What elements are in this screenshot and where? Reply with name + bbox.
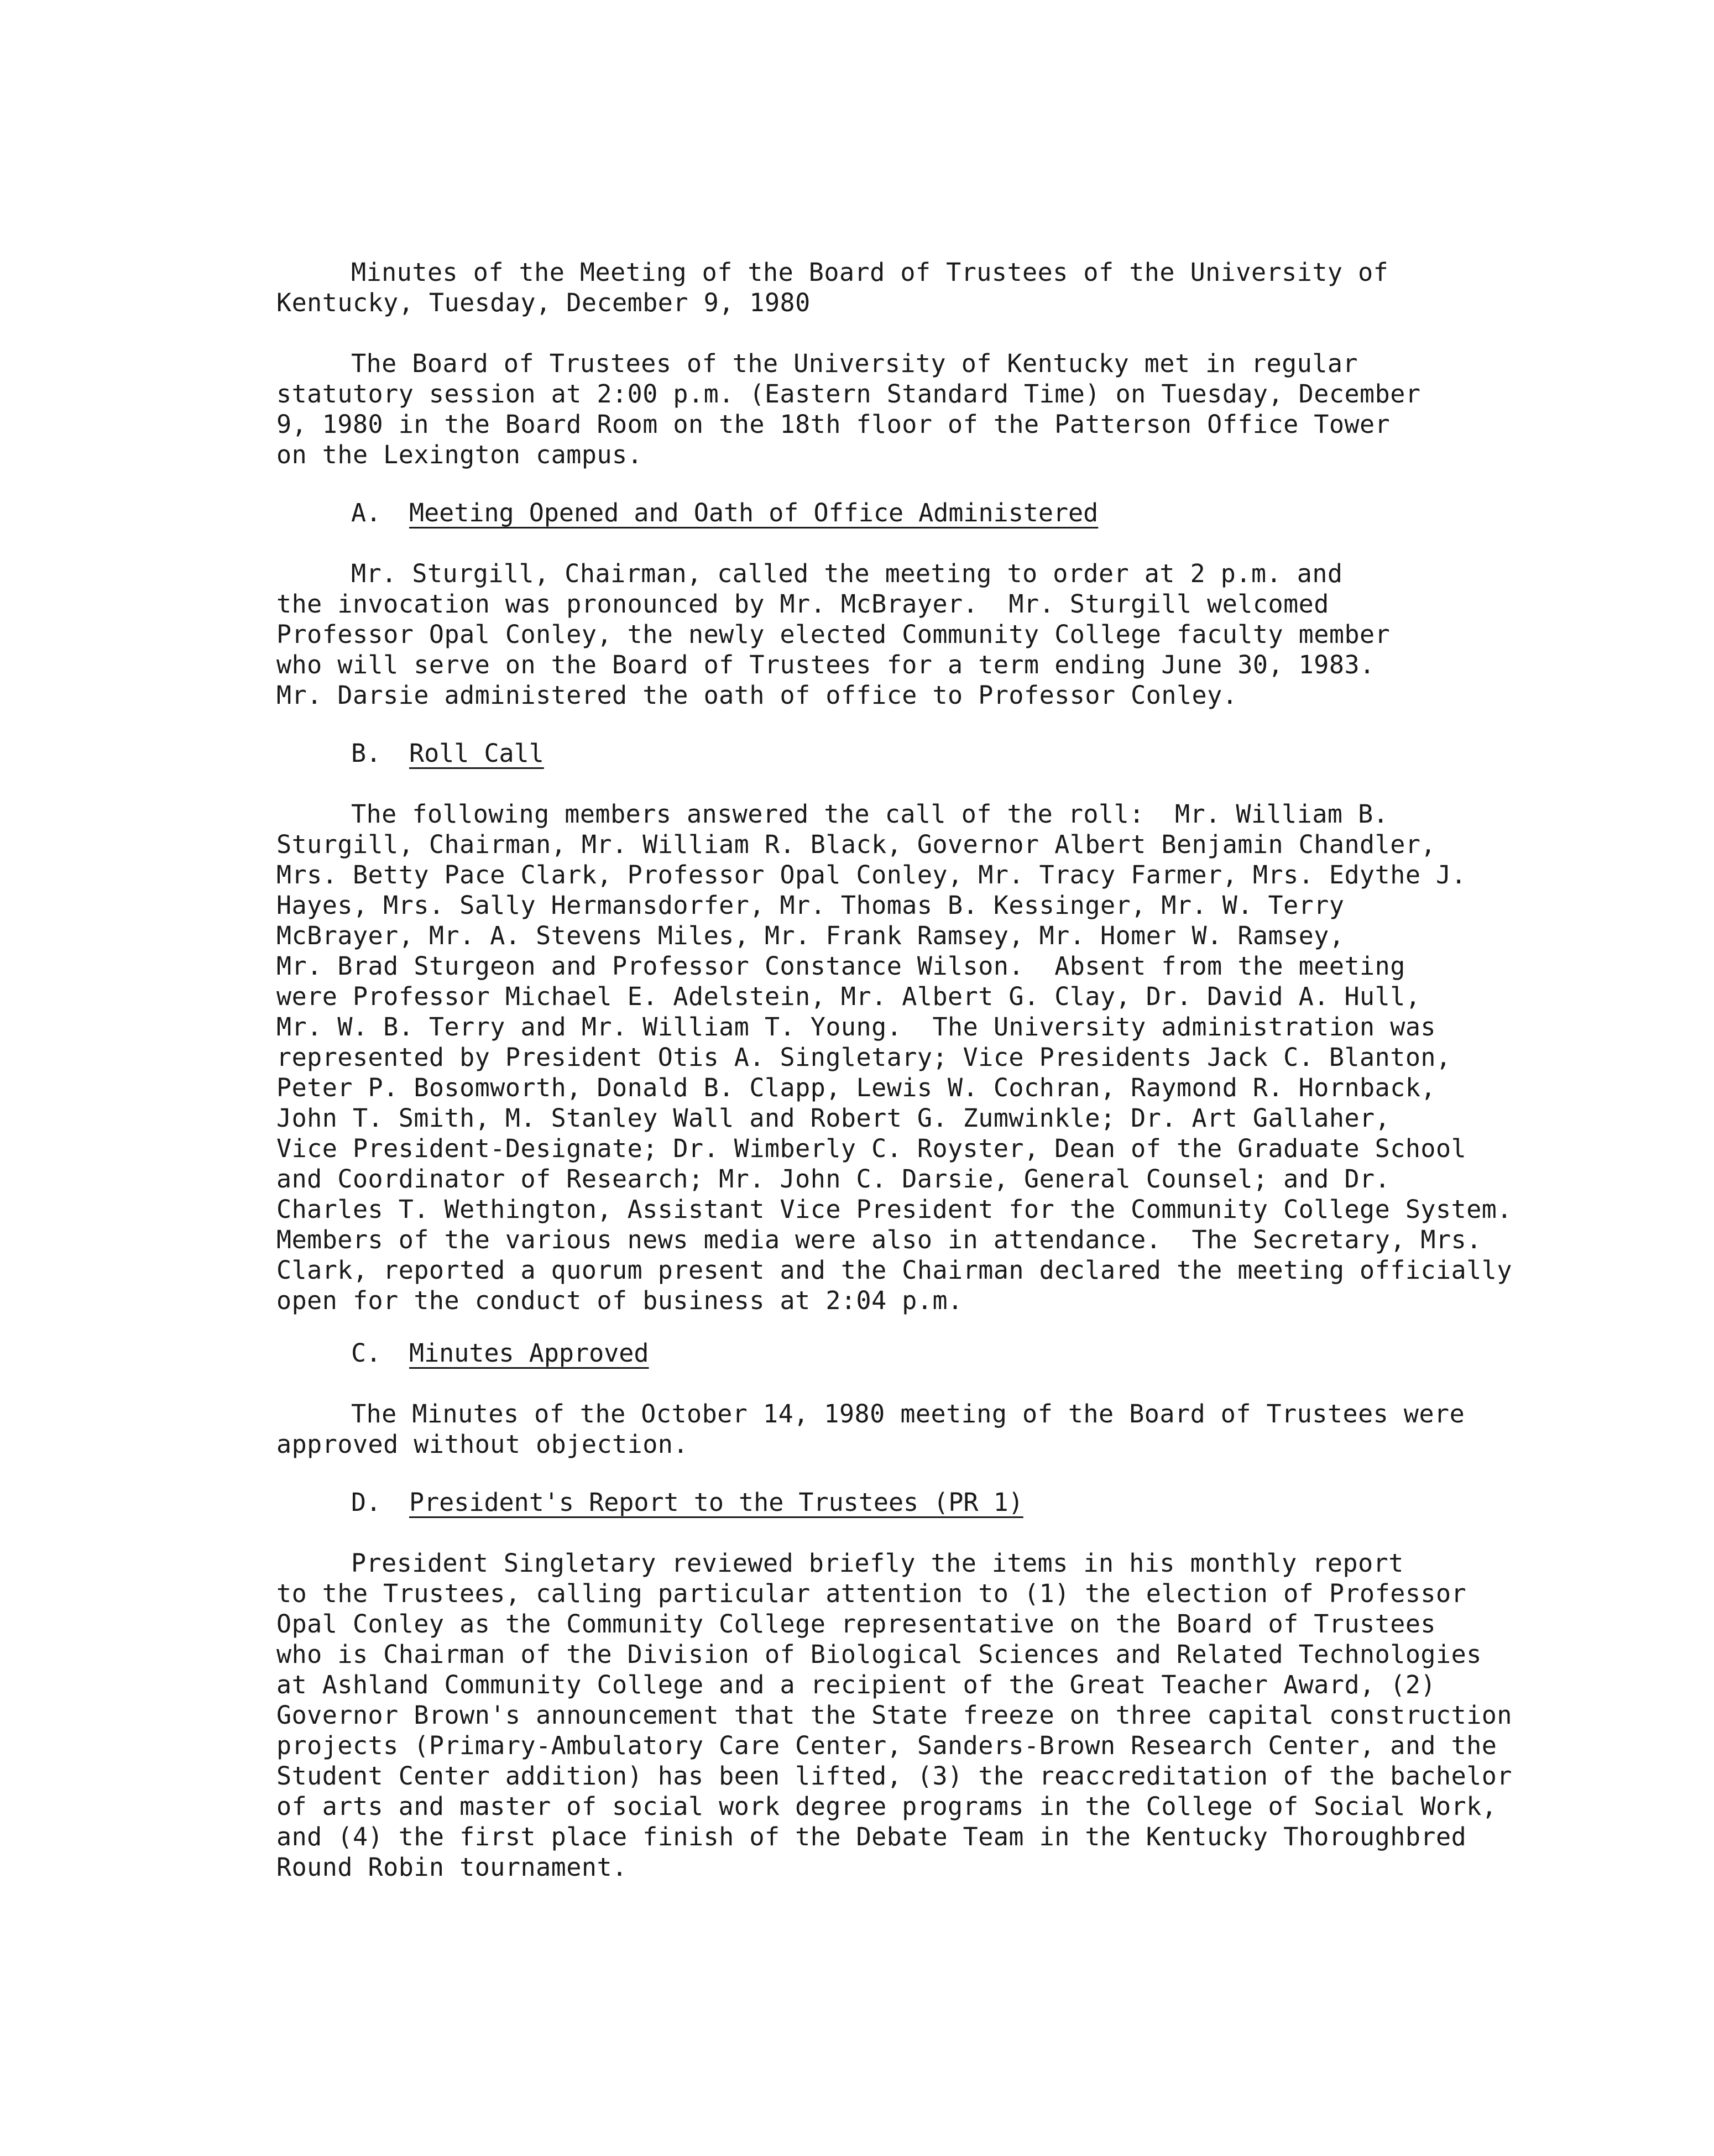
section-d-line: Round Robin tournament. [276,1853,628,1882]
section-a-line: Mr. Darsie administered the oath of office to Professor Conley. [276,681,1238,710]
intro-line: statutory session at 2:00 p.m. (Eastern Standard Time) on Tuesday, December [276,379,1421,409]
section-d-heading: President's Report to the Trustees (PR 1) [409,1488,1023,1517]
section-b-line: Hayes, Mrs. Sally Hermansdorfer, Mr. Thomas B. Kessinger, Mr. W. Terry [276,891,1345,920]
section-a-heading: Meeting Opened and Oath of Office Administered [409,498,1099,527]
section-a-line: Mr. Sturgill, Chairman, called the meeting to order at 2 p.m. and [351,559,1343,588]
section-c-line: approved without objection. [276,1430,688,1459]
section-d-line: who is Chairman of the Division of Biological Sciences and Related Technologies [276,1640,1482,1669]
section-c-letter: C. [351,1338,382,1368]
section-b-line: were Professor Michael E. Adelstein, Mr. Albert G. Clay, Dr. David A. Hull, [276,982,1421,1011]
section-d-line: President Singletary reviewed briefly the items in his monthly report [351,1548,1404,1578]
section-a-line: the invocation was pronounced by Mr. McBrayer. Mr. Sturgill welcomed [276,589,1329,619]
section-b-line: Peter P. Bosomworth, Donald B. Clapp, Lewis W. Cochran, Raymond R. Hornback, [276,1073,1436,1102]
section-b-line: McBrayer, Mr. A. Stevens Miles, Mr. Frank Ramsey, Mr. Homer W. Ramsey, [276,921,1345,950]
section-b-line: Mr. W. B. Terry and Mr. William T. Young. The University administration was [276,1012,1436,1042]
section-d-line: and (4) the first place finish of the Debate Team in the Kentucky Thoroughbred [276,1822,1467,1851]
section-b-line: represented by President Otis A. Singletary; Vice Presidents Jack C. Blanton, [276,1043,1451,1072]
section-b-heading: Roll Call [409,739,544,768]
section-d-line: Governor Brown's announcement that the State freeze on three capital construction [276,1700,1512,1730]
section-b-line: and Coordinator of Research; Mr. John C. Darsie, General Counsel; and Dr. [276,1164,1391,1194]
document-title-line-2: Kentucky, Tuesday, December 9, 1980 [276,288,811,317]
intro-line: The Board of Trustees of the University of Kentucky met in regular [351,349,1358,378]
section-b-line: Charles T. Wethington, Assistant Vice President for the Community College System. [276,1195,1512,1224]
section-d-line: to the Trustees, calling particular attention to (1) the election of Professor [276,1579,1467,1608]
section-b-line: Vice President-Designate; Dr. Wimberly C. Royster, Dean of the Graduate School [276,1134,1467,1163]
section-a-line: who will serve on the Board of Trustees for a term ending June 30, 1983. [276,650,1375,679]
section-b-line: Mrs. Betty Pace Clark, Professor Opal Conley, Mr. Tracy Farmer, Mrs. Edythe J. [276,860,1467,889]
section-d-letter: D. [351,1488,382,1517]
section-d-line: Opal Conley as the Community College representative on the Board of Trustees [276,1609,1436,1639]
section-c-heading: Minutes Approved [409,1338,649,1368]
document-title-line-1: Minutes of the Meeting of the Board of Trustees of the University of [351,258,1389,287]
section-b-line: Mr. Brad Sturgeon and Professor Constance Wilson. Absent from the meeting [276,951,1405,981]
section-b-line: open for the conduct of business at 2:04 p.m. [276,1286,963,1315]
section-b-letter: B. [351,739,382,768]
intro-line: 9, 1980 in the Board Room on the 18th floor of the Patterson Office Tower [276,410,1391,439]
section-b-line: The following members answered the call of the roll: Mr. William B. [351,799,1389,829]
section-a-line: Professor Opal Conley, the newly elected Community College faculty member [276,620,1391,649]
section-b-line: John T. Smith, M. Stanley Wall and Robert G. Zumwinkle; Dr. Art Gallaher, [276,1103,1391,1133]
section-b-line: Members of the various news media were also in attendance. The Secretary, Mrs. [276,1225,1482,1254]
section-b-line: Sturgill, Chairman, Mr. William R. Black, Governor Albert Benjamin Chandler, [276,830,1436,859]
intro-line: on the Lexington campus. [276,440,643,469]
section-d-line: at Ashland Community College and a recipient of the Great Teacher Award, (2) [276,1670,1436,1699]
section-a-letter: A. [351,498,382,527]
section-d-line: Student Center addition) has been lifted, (3) the reaccreditation of the bachelor [276,1761,1512,1791]
section-d-line: of arts and master of social work degree programs in the College of Social Work, [276,1792,1497,1821]
section-c-line: The Minutes of the October 14, 1980 meeting of the Board of Trustees were [351,1399,1465,1428]
section-b-line: Clark, reported a quorum present and the Chairman declared the meeting officially [276,1255,1512,1285]
section-d-line: projects (Primary-Ambulatory Care Center, Sanders-Brown Research Center, and the [276,1731,1497,1760]
